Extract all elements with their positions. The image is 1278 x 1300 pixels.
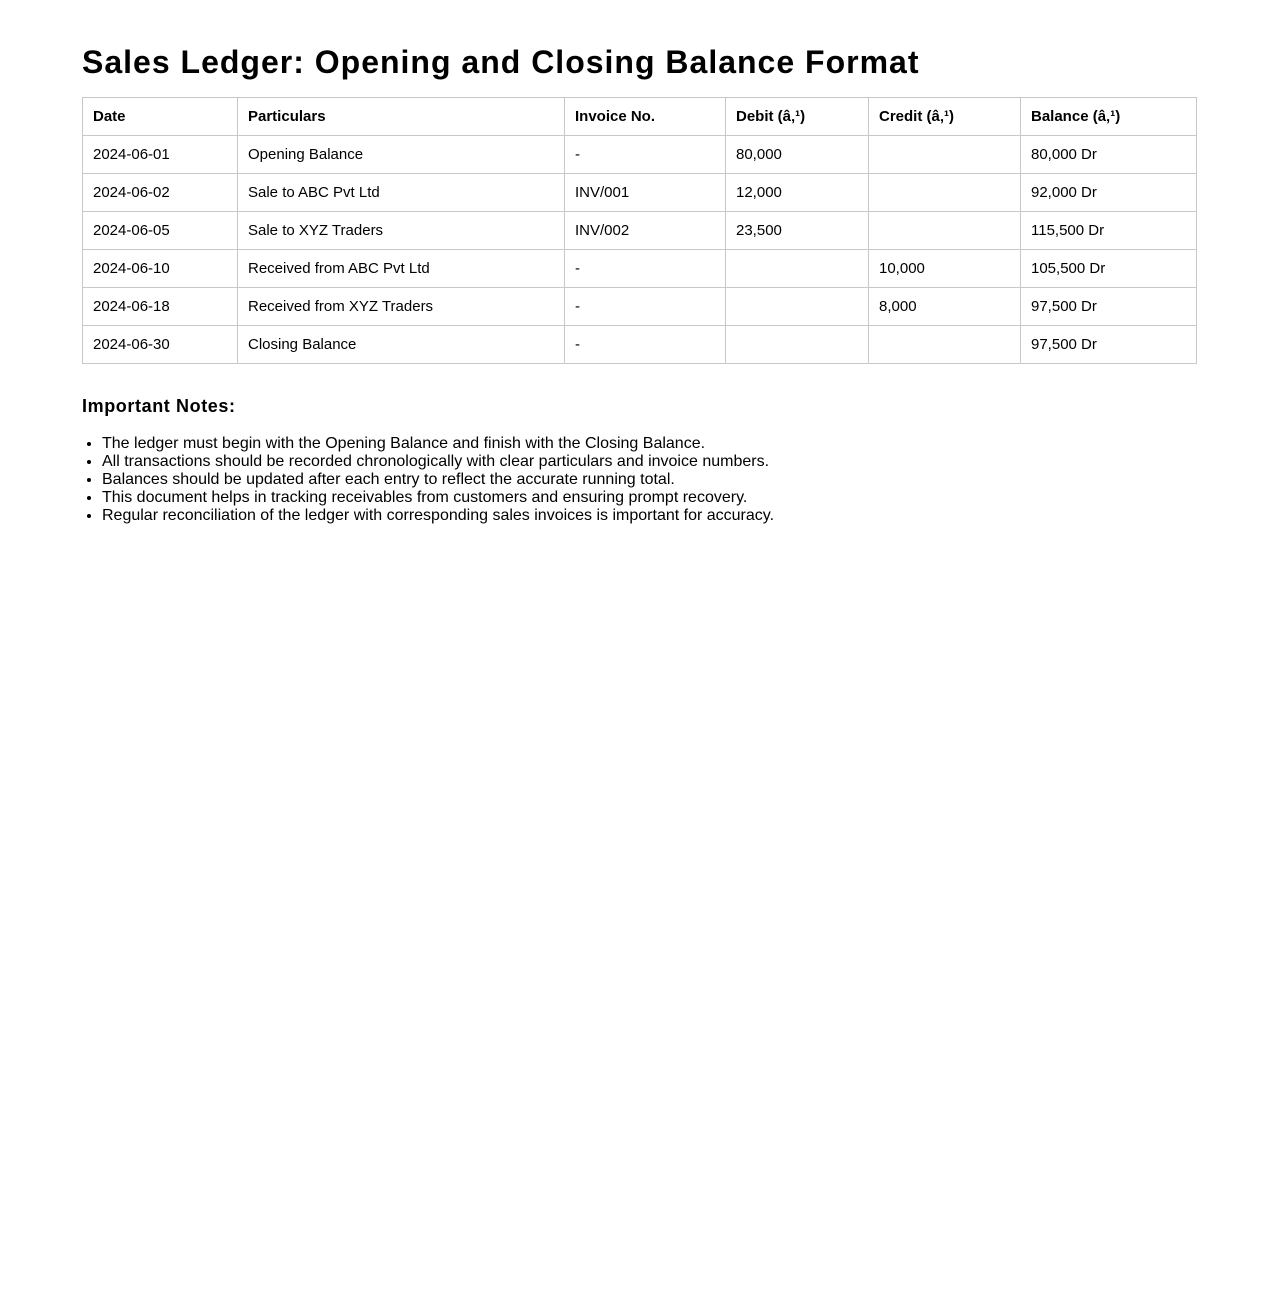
cell-date: 2024-06-10 (83, 250, 238, 288)
header-credit: Credit (â‚¹) (869, 98, 1021, 136)
header-debit: Debit (â‚¹) (726, 98, 869, 136)
cell-particulars: Received from ABC Pvt Ltd (238, 250, 565, 288)
cell-particulars: Opening Balance (238, 136, 565, 174)
cell-debit (726, 250, 869, 288)
cell-debit: 80,000 (726, 136, 869, 174)
header-balance: Balance (â‚¹) (1021, 98, 1197, 136)
cell-date: 2024-06-30 (83, 326, 238, 364)
cell-date: 2024-06-05 (83, 212, 238, 250)
cell-particulars: Sale to ABC Pvt Ltd (238, 174, 565, 212)
cell-invoice-no: - (565, 326, 726, 364)
list-item: • Regular reconciliation of the ledger with corresponding sales invoices is important for accuracy. (102, 507, 1196, 525)
cell-invoice-no: - (565, 250, 726, 288)
cell-invoice-no: - (565, 136, 726, 174)
cell-date: 2024-06-01 (83, 136, 238, 174)
list-item: • This document helps in tracking receivables from customers and ensuring prompt recovery. (102, 489, 1196, 507)
header-row (83, 98, 1197, 136)
document-page (0, 0, 1278, 525)
cell-debit: 23,500 (726, 212, 869, 250)
cell-particulars: Sale to XYZ Traders (238, 212, 565, 250)
table-row (83, 326, 1197, 364)
cell-invoice-no: - (565, 288, 726, 326)
cell-invoice-no: INV/002 (565, 212, 726, 250)
cell-credit (869, 212, 1021, 250)
ledger-table (82, 97, 1197, 364)
table-row (83, 174, 1197, 212)
cell-balance: 105,500 Dr (1021, 250, 1197, 288)
cell-balance: 115,500 Dr (1021, 212, 1197, 250)
table-row (83, 250, 1197, 288)
cell-particulars: Closing Balance (238, 326, 565, 364)
table-row (83, 136, 1197, 174)
header-invoice-no: Invoice No. (565, 98, 726, 136)
cell-balance: 80,000 Dr (1021, 136, 1197, 174)
cell-particulars: Received from XYZ Traders (238, 288, 565, 326)
cell-balance: 97,500 Dr (1021, 326, 1197, 364)
ledger-table-header (83, 98, 1197, 136)
cell-credit (869, 326, 1021, 364)
cell-balance: 92,000 Dr (1021, 174, 1197, 212)
list-item: • The ledger must begin with the Opening Balance and finish with the Closing Balance. (102, 435, 1196, 453)
header-particulars: Particulars (238, 98, 565, 136)
notes-list (82, 435, 1196, 525)
cell-credit: 10,000 (869, 250, 1021, 288)
page-title: Sales Ledger: Opening and Closing Balance Format (82, 44, 920, 80)
cell-credit: 8,000 (869, 288, 1021, 326)
cell-debit: 12,000 (726, 174, 869, 212)
ledger-table-body (83, 136, 1197, 364)
cell-balance: 97,500 Dr (1021, 288, 1197, 326)
notes-heading: Important Notes: (82, 396, 236, 416)
list-item: • Balances should be updated after each entry to reflect the accurate running total. (102, 471, 1196, 489)
cell-debit (726, 288, 869, 326)
cell-date: 2024-06-18 (83, 288, 238, 326)
cell-invoice-no: INV/001 (565, 174, 726, 212)
cell-debit (726, 326, 869, 364)
header-date: Date (83, 98, 238, 136)
cell-date: 2024-06-02 (83, 174, 238, 212)
cell-credit (869, 136, 1021, 174)
table-row (83, 212, 1197, 250)
cell-credit (869, 174, 1021, 212)
list-item: • All transactions should be recorded chronologically with clear particulars and invoice numbers. (102, 453, 1196, 471)
table-row (83, 288, 1197, 326)
